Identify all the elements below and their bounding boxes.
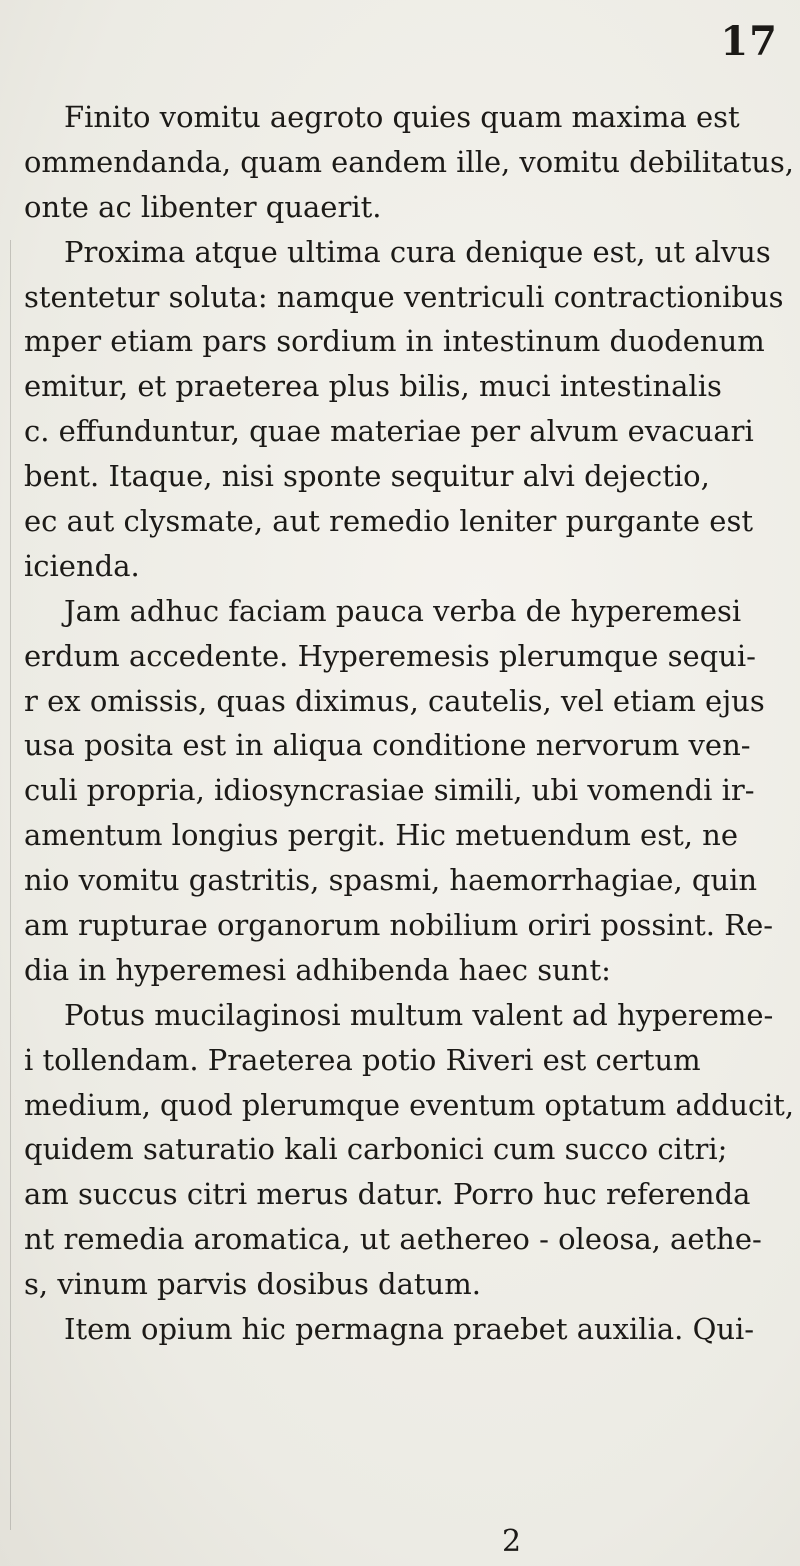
text-line [24,993,794,1038]
text-line [24,409,794,454]
text-line [24,95,794,140]
line-text: usa posita est in aliqua conditione nervorum ven- [24,728,751,763]
line-text: am succus citri merus datur. Porro huc referenda [24,1177,751,1212]
text-line [24,454,794,499]
line-text: nio vomitu gastritis, spasmi, haemorrhagiae, quin [24,863,758,898]
line-text: Item opium hic permagna praebet auxilia. Qui- [64,1312,755,1347]
text-line [24,813,794,858]
text-line [24,1307,794,1352]
line-text: culi propria, idiosyncrasiae simili, ubi vomendi ir- [24,773,755,808]
text-line [24,903,794,948]
line-text: c. effunduntur, quae materiae per alvum evacuari [24,414,754,449]
text-line [24,319,794,364]
line-text: Proxima atque ultima cura denique est, ut alvus [64,234,771,269]
text-line [24,1038,794,1083]
line-text: amentum longius pergit. Hic metuendum est, ne [24,818,739,853]
line-text: medium, quod plerumque eventum optatum adducit, [24,1087,794,1122]
text-line [24,1127,794,1172]
text-line [24,499,794,544]
line-text: i tollendam. Praeterea potio Riveri est certum [24,1042,701,1077]
text-line [24,948,794,993]
page-number: 17 [720,18,778,65]
line-text: nt remedia aromatica, ut aethereo - oleosa, aethe- [24,1222,762,1257]
line-text: stentetur soluta: namque ventriculi contractionibus [24,279,784,314]
text-line [24,140,794,185]
text-line [24,679,794,724]
line-text: mper etiam pars sordium in intestinum duodenum [24,324,765,359]
text-line [24,364,794,409]
text-line [24,275,794,320]
line-text: emitur, et praeterea plus bilis, muci intestinalis [24,369,722,404]
line-text: am rupturae organorum nobilium oriri possint. Re- [24,908,774,943]
text-line [24,544,794,589]
body-text [24,95,794,1352]
line-text: dia in hyperemesi adhibenda haec sunt: [24,952,611,987]
line-text: onte ac libenter quaerit. [24,189,382,224]
text-line [24,1083,794,1128]
line-text: ommendanda, quam eandem ille, vomitu debilitatus, [24,144,794,179]
line-text: quidem saturatio kali carbonici cum succo citri; [24,1132,728,1167]
text-line [24,768,794,813]
line-text: s, vinum parvis dosibus datum. [24,1267,481,1302]
line-text: erdum accedente. Hyperemesis plerumque sequi- [24,638,756,673]
line-text: Potus mucilaginosi multum valent ad hypereme- [64,997,774,1032]
text-line [24,589,794,634]
text-line [24,1172,794,1217]
line-text: r ex omissis, quas diximus, cautelis, vel etiam ejus [24,683,765,718]
text-line [24,1217,794,1262]
text-line [24,230,794,275]
text-line [24,185,794,230]
line-text: Finito vomitu aegroto quies quam maxima est [64,100,740,134]
text-line [24,1262,794,1307]
line-text: bent. Itaque, nisi sponte sequitur alvi dejectio, [24,459,710,494]
line-text: Jam adhuc faciam pauca verba de hyperemesi [64,593,742,628]
line-text: icienda. [24,548,140,583]
line-text: ec aut clysmate, aut remedio leniter purgante est [24,504,753,539]
text-line [24,634,794,679]
gutter-edge [10,240,11,1530]
text-line [24,723,794,768]
text-line [24,858,794,903]
signature-mark: 2 [502,1524,522,1559]
